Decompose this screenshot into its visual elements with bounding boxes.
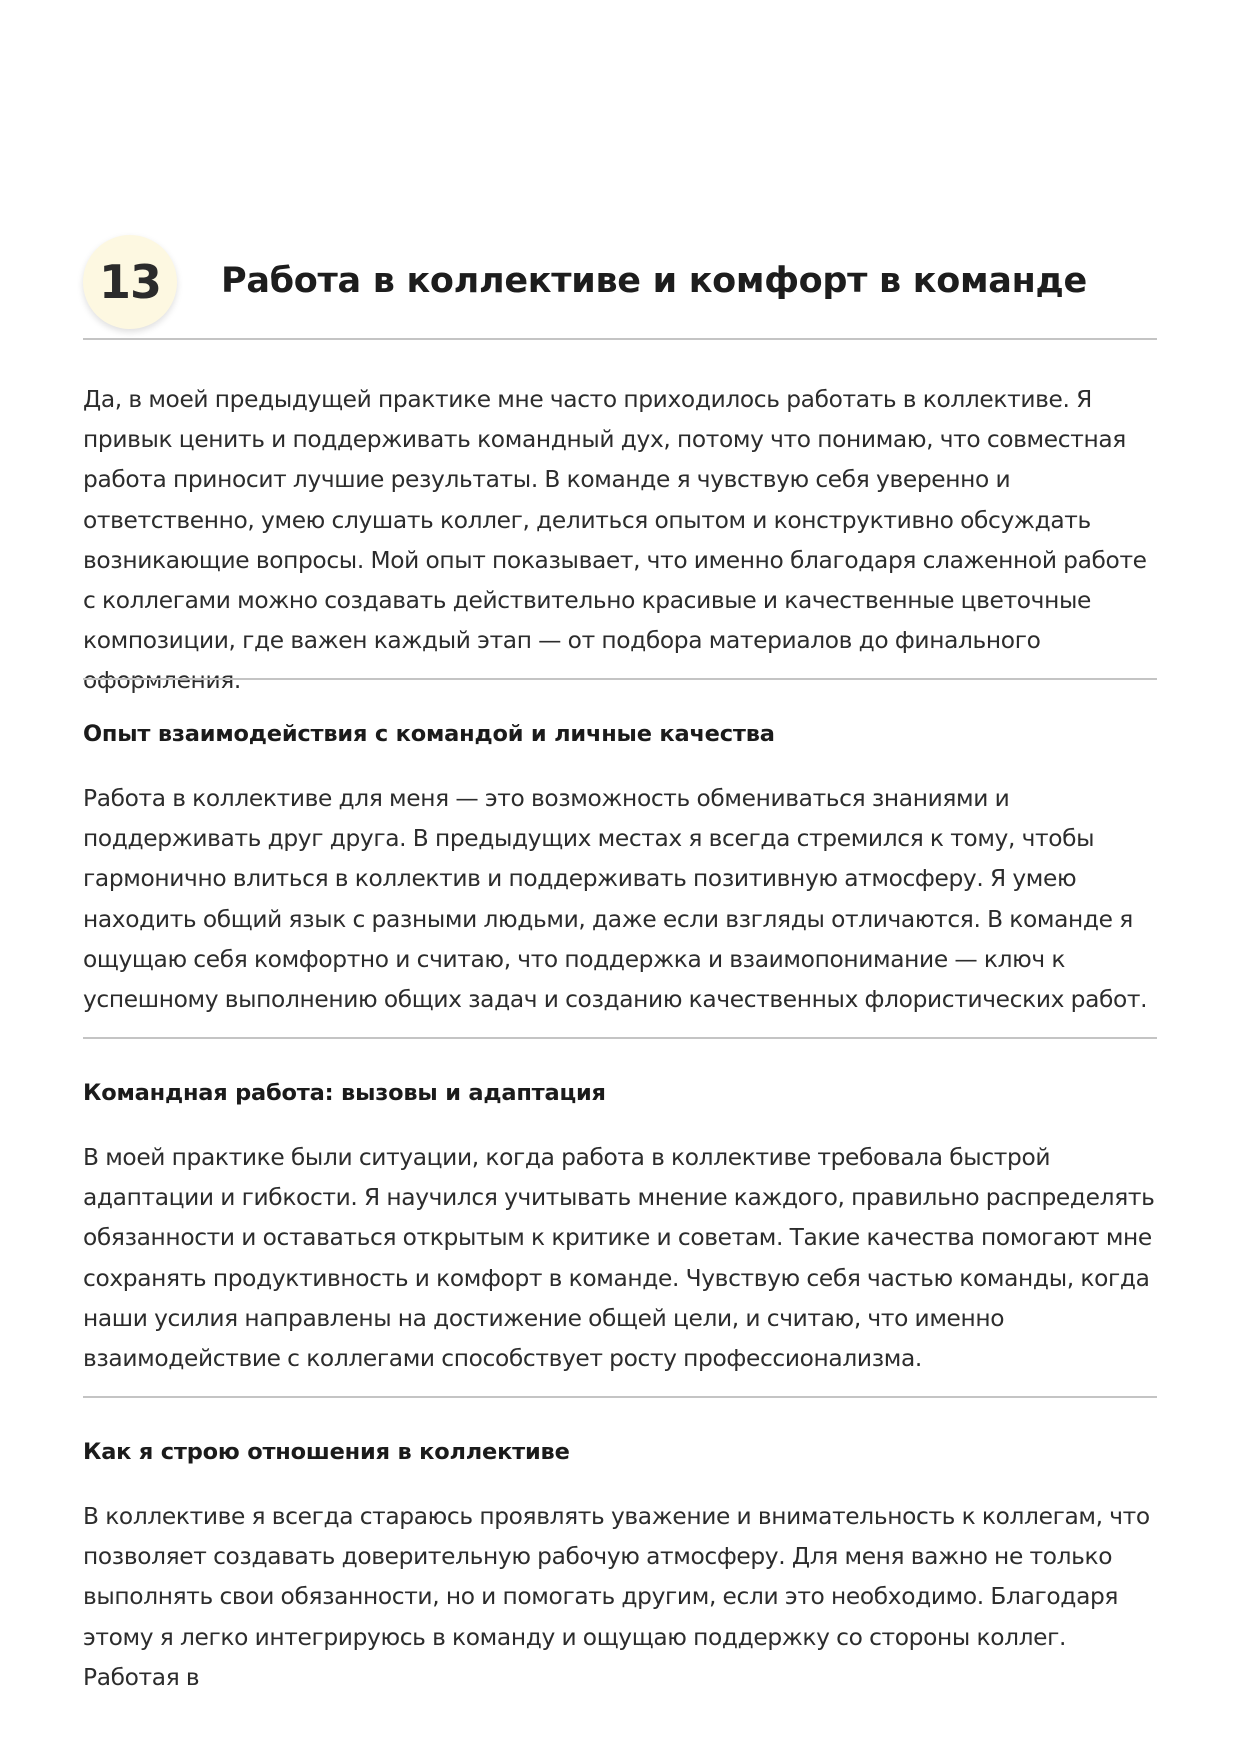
intro-section [83, 380, 1157, 702]
section-heading: Как я строю отношения в коллективе [83, 1439, 570, 1465]
section-building-relationships [83, 1437, 1157, 1698]
section-teamwork-challenges [83, 1078, 1157, 1379]
section-team-experience [83, 719, 1157, 1020]
divider [83, 678, 1157, 680]
divider [83, 1396, 1157, 1398]
section-paragraph: В моей практике были ситуации, когда работа в коллективе требовала быстрой адаптации и гибкости. Я научился учитывать мнение каждого, правильно распределять обязанности и оставаться открытым к критике и советам. Такие качества помогают мне сохранять продуктивность и комфорт в команде. Чувствую себя частью команды, когда наши усилия направлены на достижение общей цели, и считаю, что именно взаимодействие с коллегами способствует росту профессионализма. [83, 1144, 1155, 1373]
section-header [83, 234, 1157, 340]
intro-paragraph: Да, в моей предыдущей практике мне часто приходилось работать в коллективе. Я привык ценить и поддерживать командный дух, потому что понимаю, что совместная работа приносит лучшие результаты. В команде я чувствую себя уверенно и ответственно, умею слушать коллег, делиться опытом и конструктивно обсуждать возникающие вопросы. Мой опыт показывает, что именно благодаря слаженной работе с коллегами можно создавать действительно красивые и качественные цветочные композиции, где важен каждый этап — от подбора материалов до финального оформления. [83, 386, 1147, 695]
document-page [83, 0, 1157, 1753]
section-number-badge: 13 [83, 235, 177, 329]
page-title: Работа в коллективе и комфорт в команде [221, 261, 1087, 301]
section-heading: Опыт взаимодействия с командой и личные качества [83, 721, 775, 747]
section-paragraph: В коллективе я всегда стараюсь проявлять уважение и внимательность к коллегам, что позволяет создавать доверительную рабочую атмосферу. Для меня важно не только выполнять свои обязанности, но и помогать другим, если это необходимо. Благодаря этому я легко интегрируюсь в команду и ощущаю поддержку со стороны коллег. Работая в [83, 1503, 1150, 1691]
divider [83, 1037, 1157, 1039]
section-heading: Командная работа: вызовы и адаптация [83, 1080, 606, 1106]
section-paragraph: Работа в коллективе для меня — это возможность обмениваться знаниями и поддерживать друг друга. В предыдущих местах я всегда стремился к тому, чтобы гармонично влиться в коллектив и поддерживать позитивную атмосферу. Я умею находить общий язык с разными людьми, даже если взгляды отличаются. В команде я ощущаю себя комфортно и считаю, что поддержка и взаимопонимание — ключ к успешному выполнению общих задач и созданию качественных флористических работ. [83, 785, 1148, 1014]
